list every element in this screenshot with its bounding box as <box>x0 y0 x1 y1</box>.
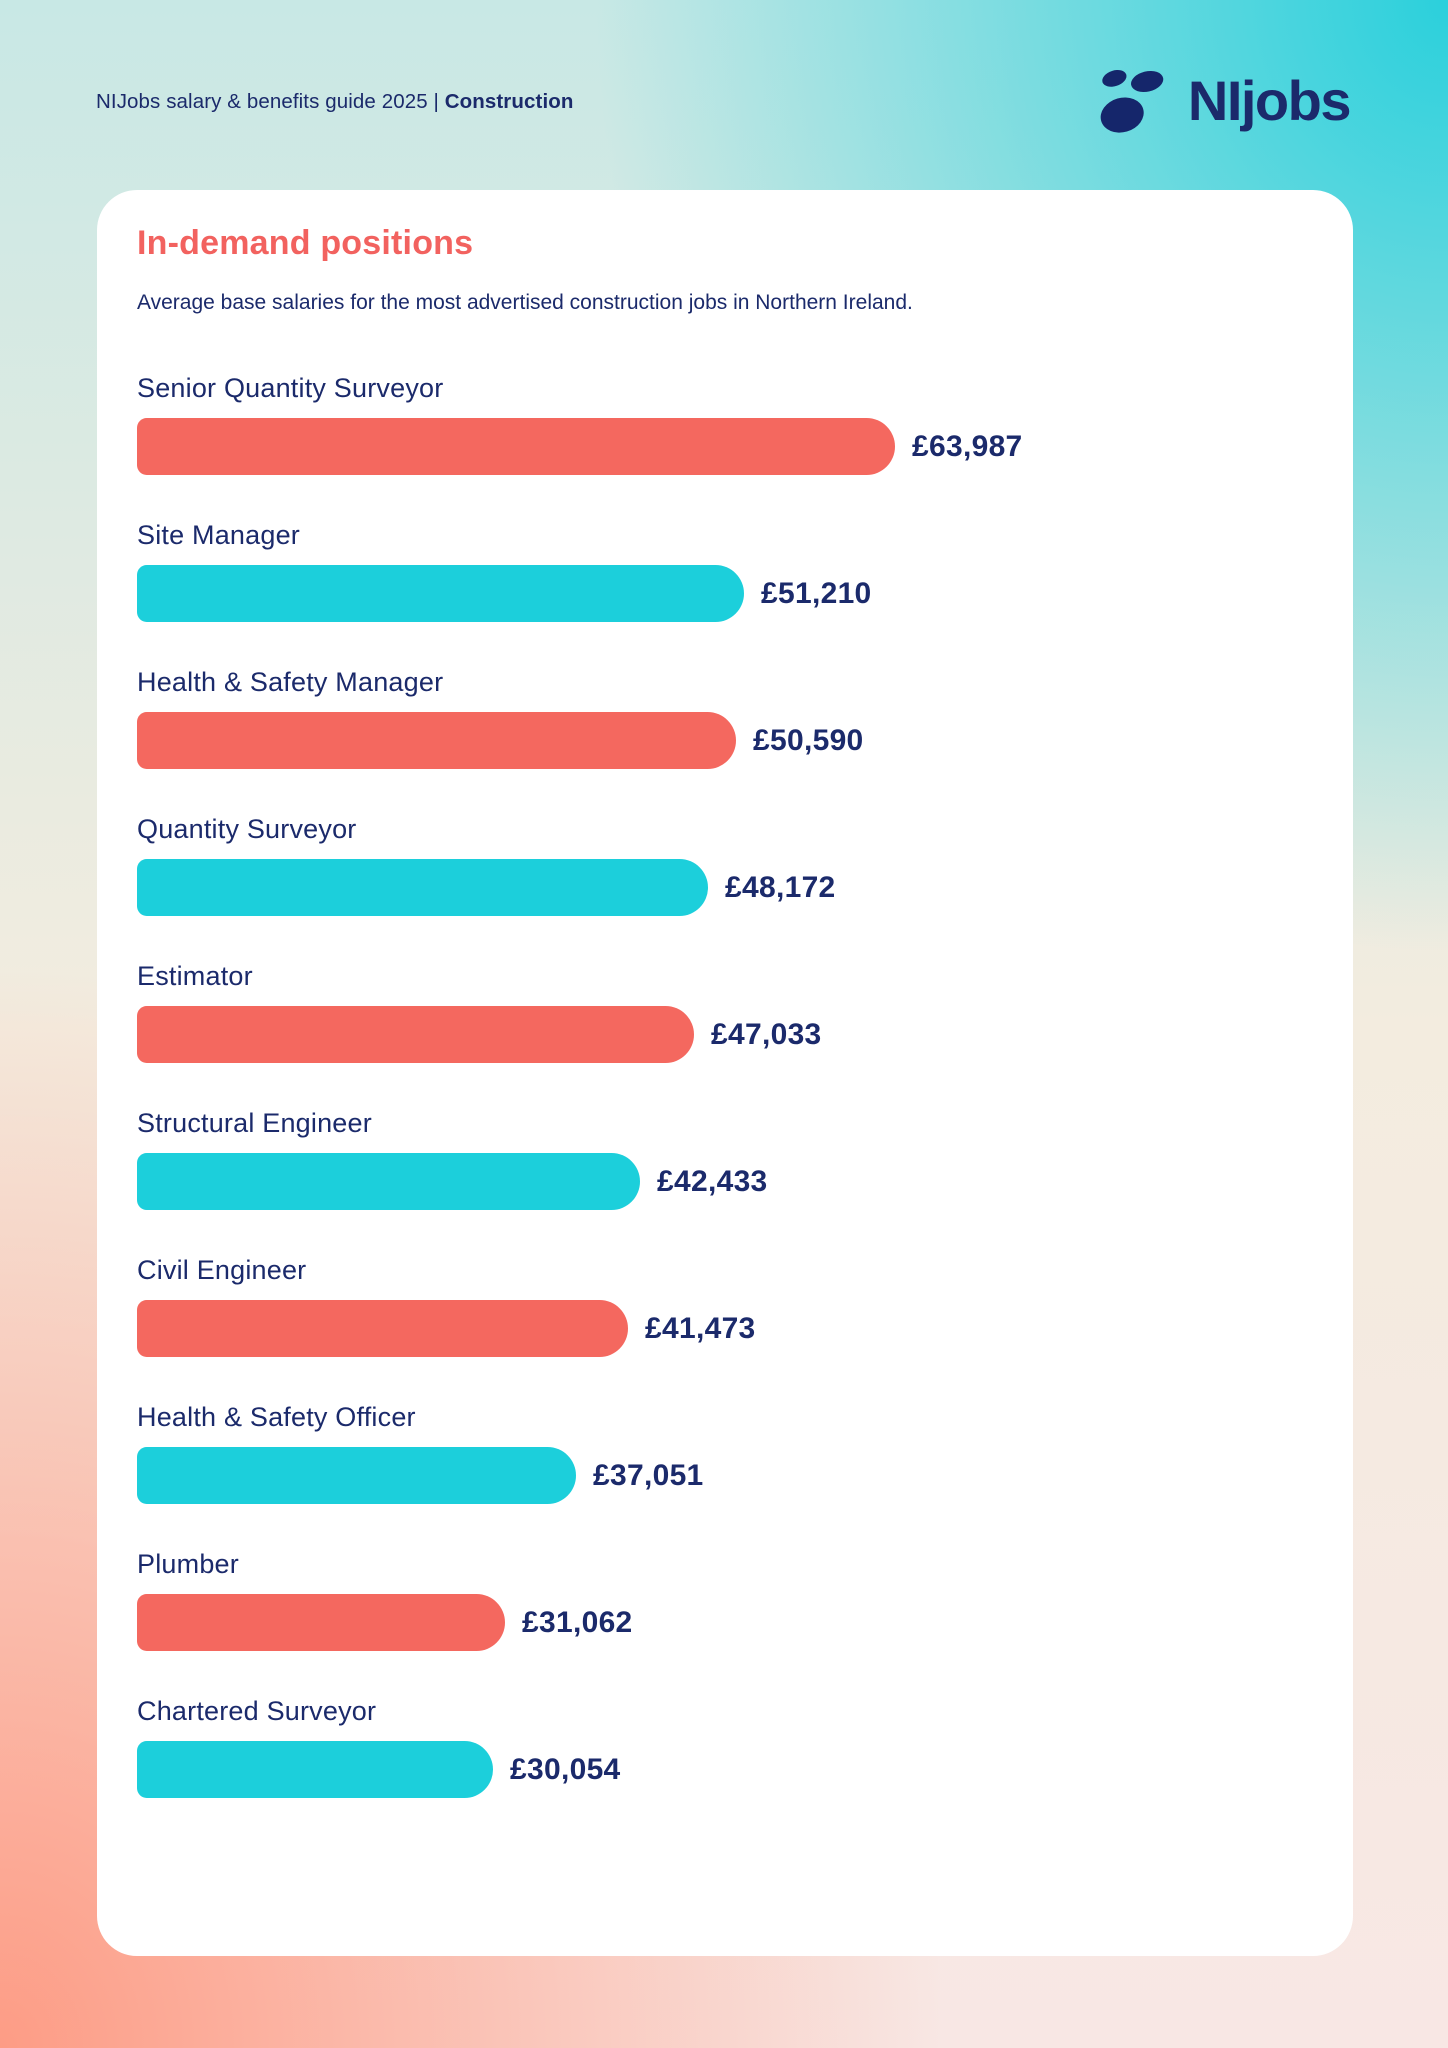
bar-line <box>137 1741 1313 1798</box>
chart-row <box>137 373 1313 475</box>
page-header <box>96 90 573 114</box>
card-subtitle: Average base salaries for the most advertised construction jobs in Northern Ireland. <box>137 291 913 314</box>
bar-label: Chartered Surveyor <box>137 1696 377 1726</box>
chart-row <box>137 520 1313 622</box>
header-separator: | <box>433 90 439 113</box>
bar-label: Health & Safety Officer <box>137 1402 416 1432</box>
chart-row <box>137 667 1313 769</box>
bar-value: £41,473 <box>645 1311 756 1345</box>
logo-text: NIjobs <box>1187 69 1350 132</box>
bar-label: Quantity Surveyor <box>137 814 357 844</box>
bar <box>137 418 895 475</box>
bar-line <box>137 1153 1313 1210</box>
nijobs-pebbles-logo-icon <box>1098 60 1176 142</box>
bar <box>137 1300 628 1357</box>
bar-line <box>137 1447 1313 1504</box>
bar-label: Site Manager <box>137 520 300 550</box>
bar <box>137 1006 694 1063</box>
bar-label: Senior Quantity Surveyor <box>137 373 444 403</box>
chart-row <box>137 1402 1313 1504</box>
bar-value: £48,172 <box>725 870 836 904</box>
bar-value: £31,062 <box>522 1605 633 1639</box>
card-title: In-demand positions <box>137 224 474 262</box>
bar-value: £51,210 <box>761 576 872 610</box>
bar-label: Civil Engineer <box>137 1255 307 1285</box>
bar-value: £47,033 <box>711 1017 822 1051</box>
bar <box>137 859 708 916</box>
bar-label: Plumber <box>137 1549 239 1579</box>
bar-line <box>137 1006 1313 1063</box>
bar-label: Structural Engineer <box>137 1108 372 1138</box>
bar <box>137 1594 505 1651</box>
chart-row <box>137 961 1313 1063</box>
bar <box>137 1447 576 1504</box>
bar-line <box>137 1300 1313 1357</box>
bar-label: Estimator <box>137 961 253 991</box>
bar-label: Health & Safety Manager <box>137 667 444 697</box>
bar-line <box>137 712 1313 769</box>
bar-line <box>137 859 1313 916</box>
chart-row <box>137 814 1313 916</box>
bar <box>137 1741 493 1798</box>
bar-value: £37,051 <box>593 1458 704 1492</box>
chart-row <box>137 1255 1313 1357</box>
bar <box>137 1153 640 1210</box>
bar-line <box>137 565 1313 622</box>
in-demand-positions-card <box>97 190 1353 1956</box>
chart-row <box>137 1108 1313 1210</box>
bar-value: £63,987 <box>912 429 1023 463</box>
bar-line <box>137 1594 1313 1651</box>
bar-value: £50,590 <box>753 723 864 757</box>
nijobs-logo <box>1098 56 1350 146</box>
header-section: Construction <box>444 90 574 113</box>
bar-chart <box>137 373 1313 1798</box>
header-guide-title: NIJobs salary & benefits guide 2025 <box>96 90 428 113</box>
bar <box>137 712 736 769</box>
bar-line <box>137 418 1313 475</box>
bar <box>137 565 744 622</box>
chart-row <box>137 1696 1313 1798</box>
bar-value: £42,433 <box>657 1164 768 1198</box>
chart-row <box>137 1549 1313 1651</box>
bar-value: £30,054 <box>510 1752 621 1786</box>
